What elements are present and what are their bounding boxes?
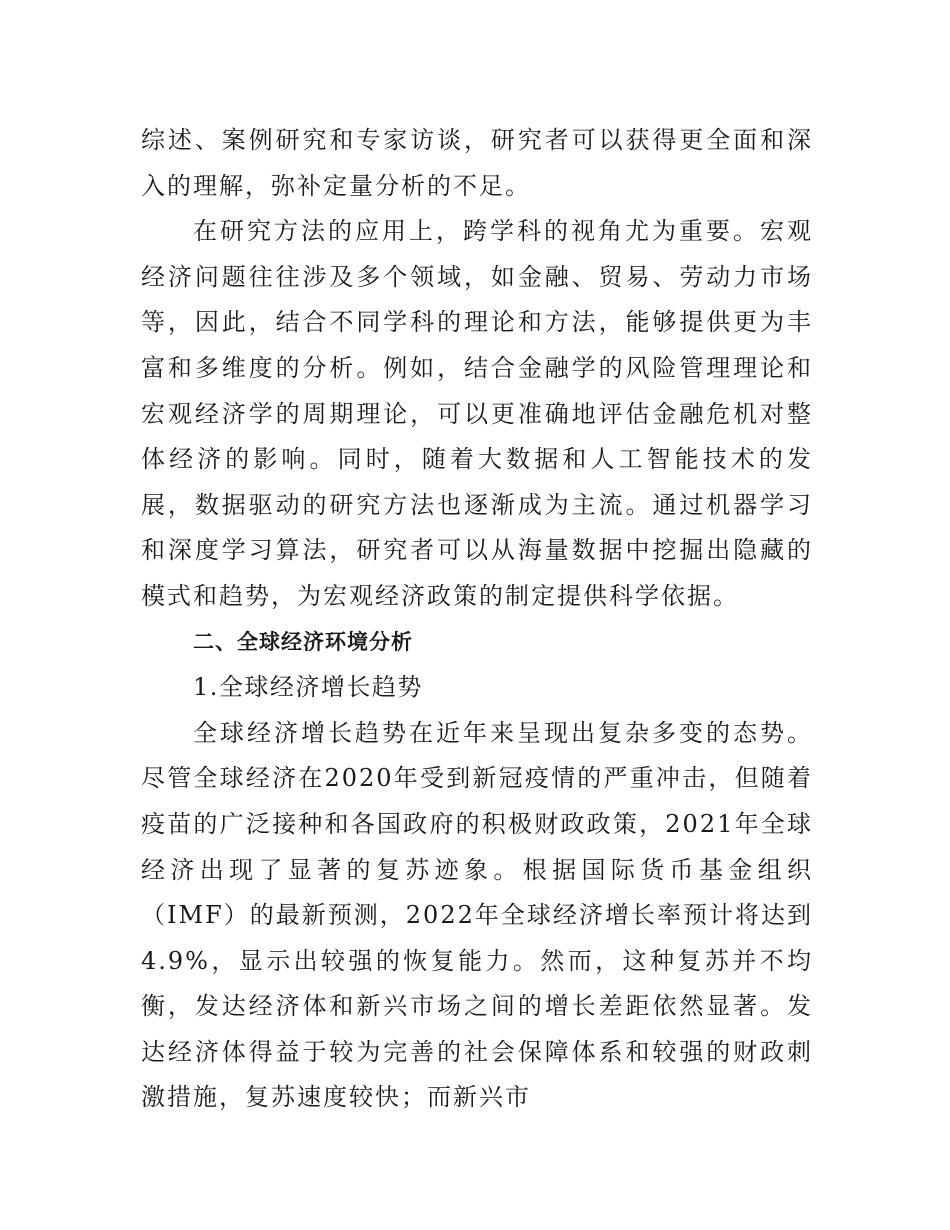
paragraph-continuation: 综述、案例研究和专家访谈，研究者可以获得更全面和深入的理解，弥补定量分析的不足。 [141, 126, 813, 200]
section-heading: 二、全球经济环境分析 [193, 629, 413, 654]
document-body [141, 118, 813, 1121]
paragraph-research-methods: 在研究方法的应用上，跨学科的视角尤为重要。宏观经济问题往往涉及多个领域，如金融、贸易、劳动力市场等，因此，结合不同学科的理论和方法，能够提供更为丰富和多维度的分析。例如，结合金融学的风险管理理论和宏观经济学的周期理论，可以更准确地评估金融危机对整体经济的影响。同时，随着大数据和人工智能技术的发展，数据驱动的研究方法也逐渐成为主流。通过机器学习和深度学习算法，研究者可以从海量数据中挖掘出隐藏的模式和趋势，为宏观经济政策的制定提供科学依据。 [141, 217, 813, 610]
paragraph-global-growth: 全球经济增长趋势在近年来呈现出复杂多变的态势。尽管全球经济在2020年受到新冠疫情的严重冲击，但随着疫苗的广泛接种和各国政府的积极财政政策，2021年全球经济出现了显著的复苏迹象。根据国际货币基金组织（IMF）的最新预测，2022年全球经济增长率预计将达到4.9%，显示出较强的恢复能力。然而，这种复苏并不均衡，发达经济体和新兴市场之间的增长差距依然显著。发达经济体得益于较为完善的社会保障体系和较强的财政刺激措施，复苏速度较快；而新兴市 [141, 718, 813, 1112]
subsection-heading: 1.全球经济增长趋势 [193, 673, 423, 702]
